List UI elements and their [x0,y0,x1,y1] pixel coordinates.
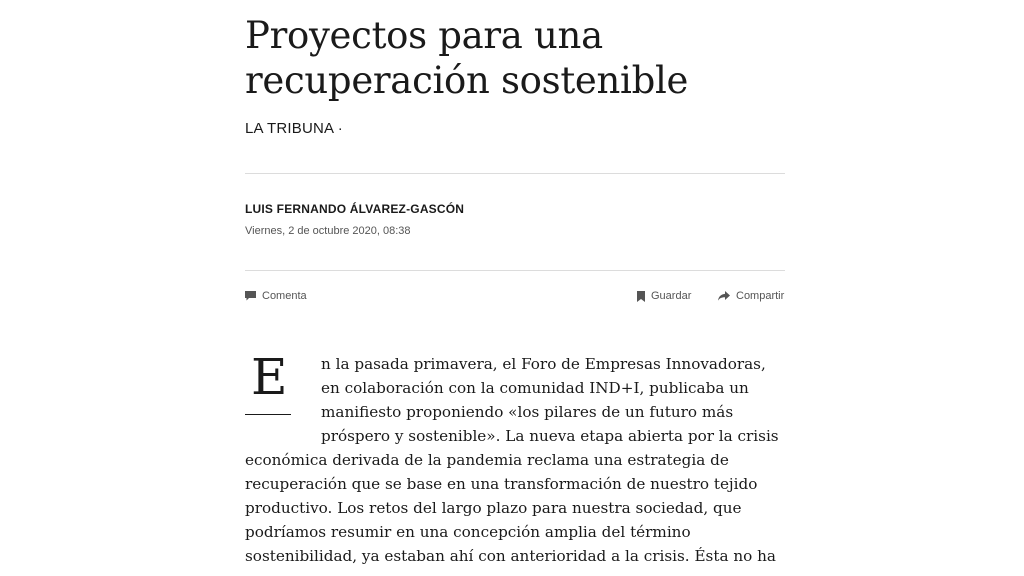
share-label: Compartir [736,290,785,302]
bookmark-icon [637,291,645,302]
divider [245,173,785,174]
dropcap-rule [245,414,291,415]
comment-label: Comenta [262,290,307,302]
dropcap-block [245,348,309,446]
share-button[interactable] [718,290,784,302]
section-label[interactable]: LA TRIBUNA · [245,120,343,137]
article-body [245,348,785,568]
divider [245,270,785,271]
comment-icon [245,291,256,301]
comment-button[interactable] [245,290,307,302]
headline: Proyectos para una recuperación sostenible [245,14,689,102]
share-arrow-icon [718,291,730,301]
article-paragraph: n la pasada primavera, el Foro de Empresas Innovadoras, en colaboración con la comunidad IND+I, publicaba un manifiesto proponiendo «los pilares de un futuro más próspero y sostenible». La nueva etapa abierta por la crisis económica derivada de la pandemia reclama una estrategia de recuperación que se base en una transformación de nuestro tejido productivo. Los retos del largo plazo para nuestra sociedad, que podríamos resumir en una concepción amplia del término sostenibilidad, ya estaban ahí con anterioridad a la crisis. Ésta no ha [245,355,779,565]
dropcap: E [251,348,288,406]
author-name[interactable]: LUIS FERNANDO ÁLVAREZ-GASCÓN [245,202,465,216]
article-actions [245,290,785,306]
publish-date: Viernes, 2 de octubre 2020, 08:38 [245,225,411,237]
save-label: Guardar [651,290,692,302]
save-button[interactable] [637,290,691,302]
